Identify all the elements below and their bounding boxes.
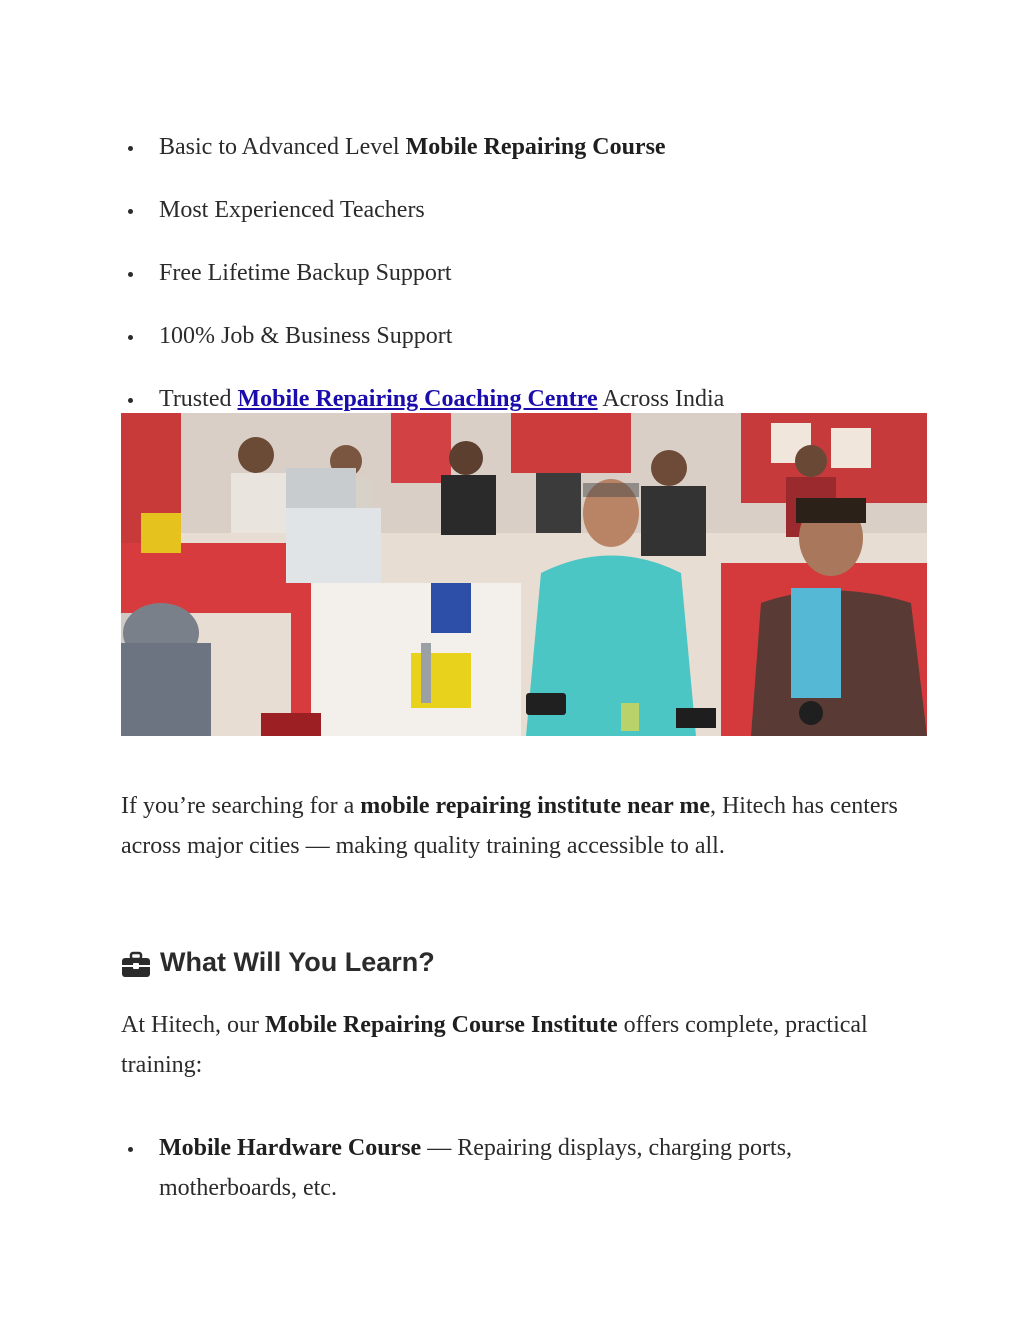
bullet-dot — [128, 209, 133, 214]
item-text: Basic to Advanced Level — [159, 134, 406, 160]
item-text: Most Experienced Teachers — [159, 197, 425, 223]
intro-bold-text: mobile repairing institute near me — [360, 793, 710, 819]
list-item — [122, 253, 922, 316]
item-text: Across India — [597, 386, 725, 412]
learn-intro-text-end: offers complete, practical training: — [121, 1012, 868, 1078]
bullet-dot — [128, 1147, 133, 1152]
item-text: 100% Job & Business Support — [159, 323, 453, 349]
bullet-dot — [128, 272, 133, 277]
list-item — [122, 127, 922, 190]
list-item — [122, 316, 922, 379]
list-item — [122, 1128, 922, 1208]
coaching-centre-link[interactable]: Mobile Repairing Coaching Centre — [237, 386, 598, 412]
section-heading — [121, 940, 435, 984]
bullet-dot — [128, 146, 133, 151]
course-title: Mobile Hardware Course — [159, 1135, 422, 1161]
bullet-dot — [128, 335, 133, 340]
item-text: Free Lifetime Backup Support — [159, 260, 452, 286]
section-title: What Will You Learn? — [160, 947, 435, 977]
briefcase-icon — [121, 948, 151, 976]
learn-intro-paragraph — [121, 1005, 921, 1085]
item-bold-text: Mobile Repairing Course — [405, 134, 666, 160]
learn-intro-bold-text: Mobile Repairing Course Institute — [264, 1012, 618, 1038]
courses-list — [122, 1128, 922, 1208]
features-list — [122, 127, 922, 442]
intro-text: If you’re searching for a — [121, 793, 361, 819]
bullet-dot — [128, 398, 133, 403]
course-description: — Repairing displays, charging ports, motherboards, etc. — [159, 1135, 793, 1201]
intro-text-end: , Hitech has centers across major cities — making quality training accessible to all. — [121, 793, 898, 859]
classroom-photo — [121, 413, 927, 736]
item-text: Trusted — [159, 386, 238, 412]
learn-intro-text: At Hitech, our — [121, 1012, 265, 1038]
list-item — [122, 190, 922, 253]
intro-paragraph — [121, 786, 921, 866]
